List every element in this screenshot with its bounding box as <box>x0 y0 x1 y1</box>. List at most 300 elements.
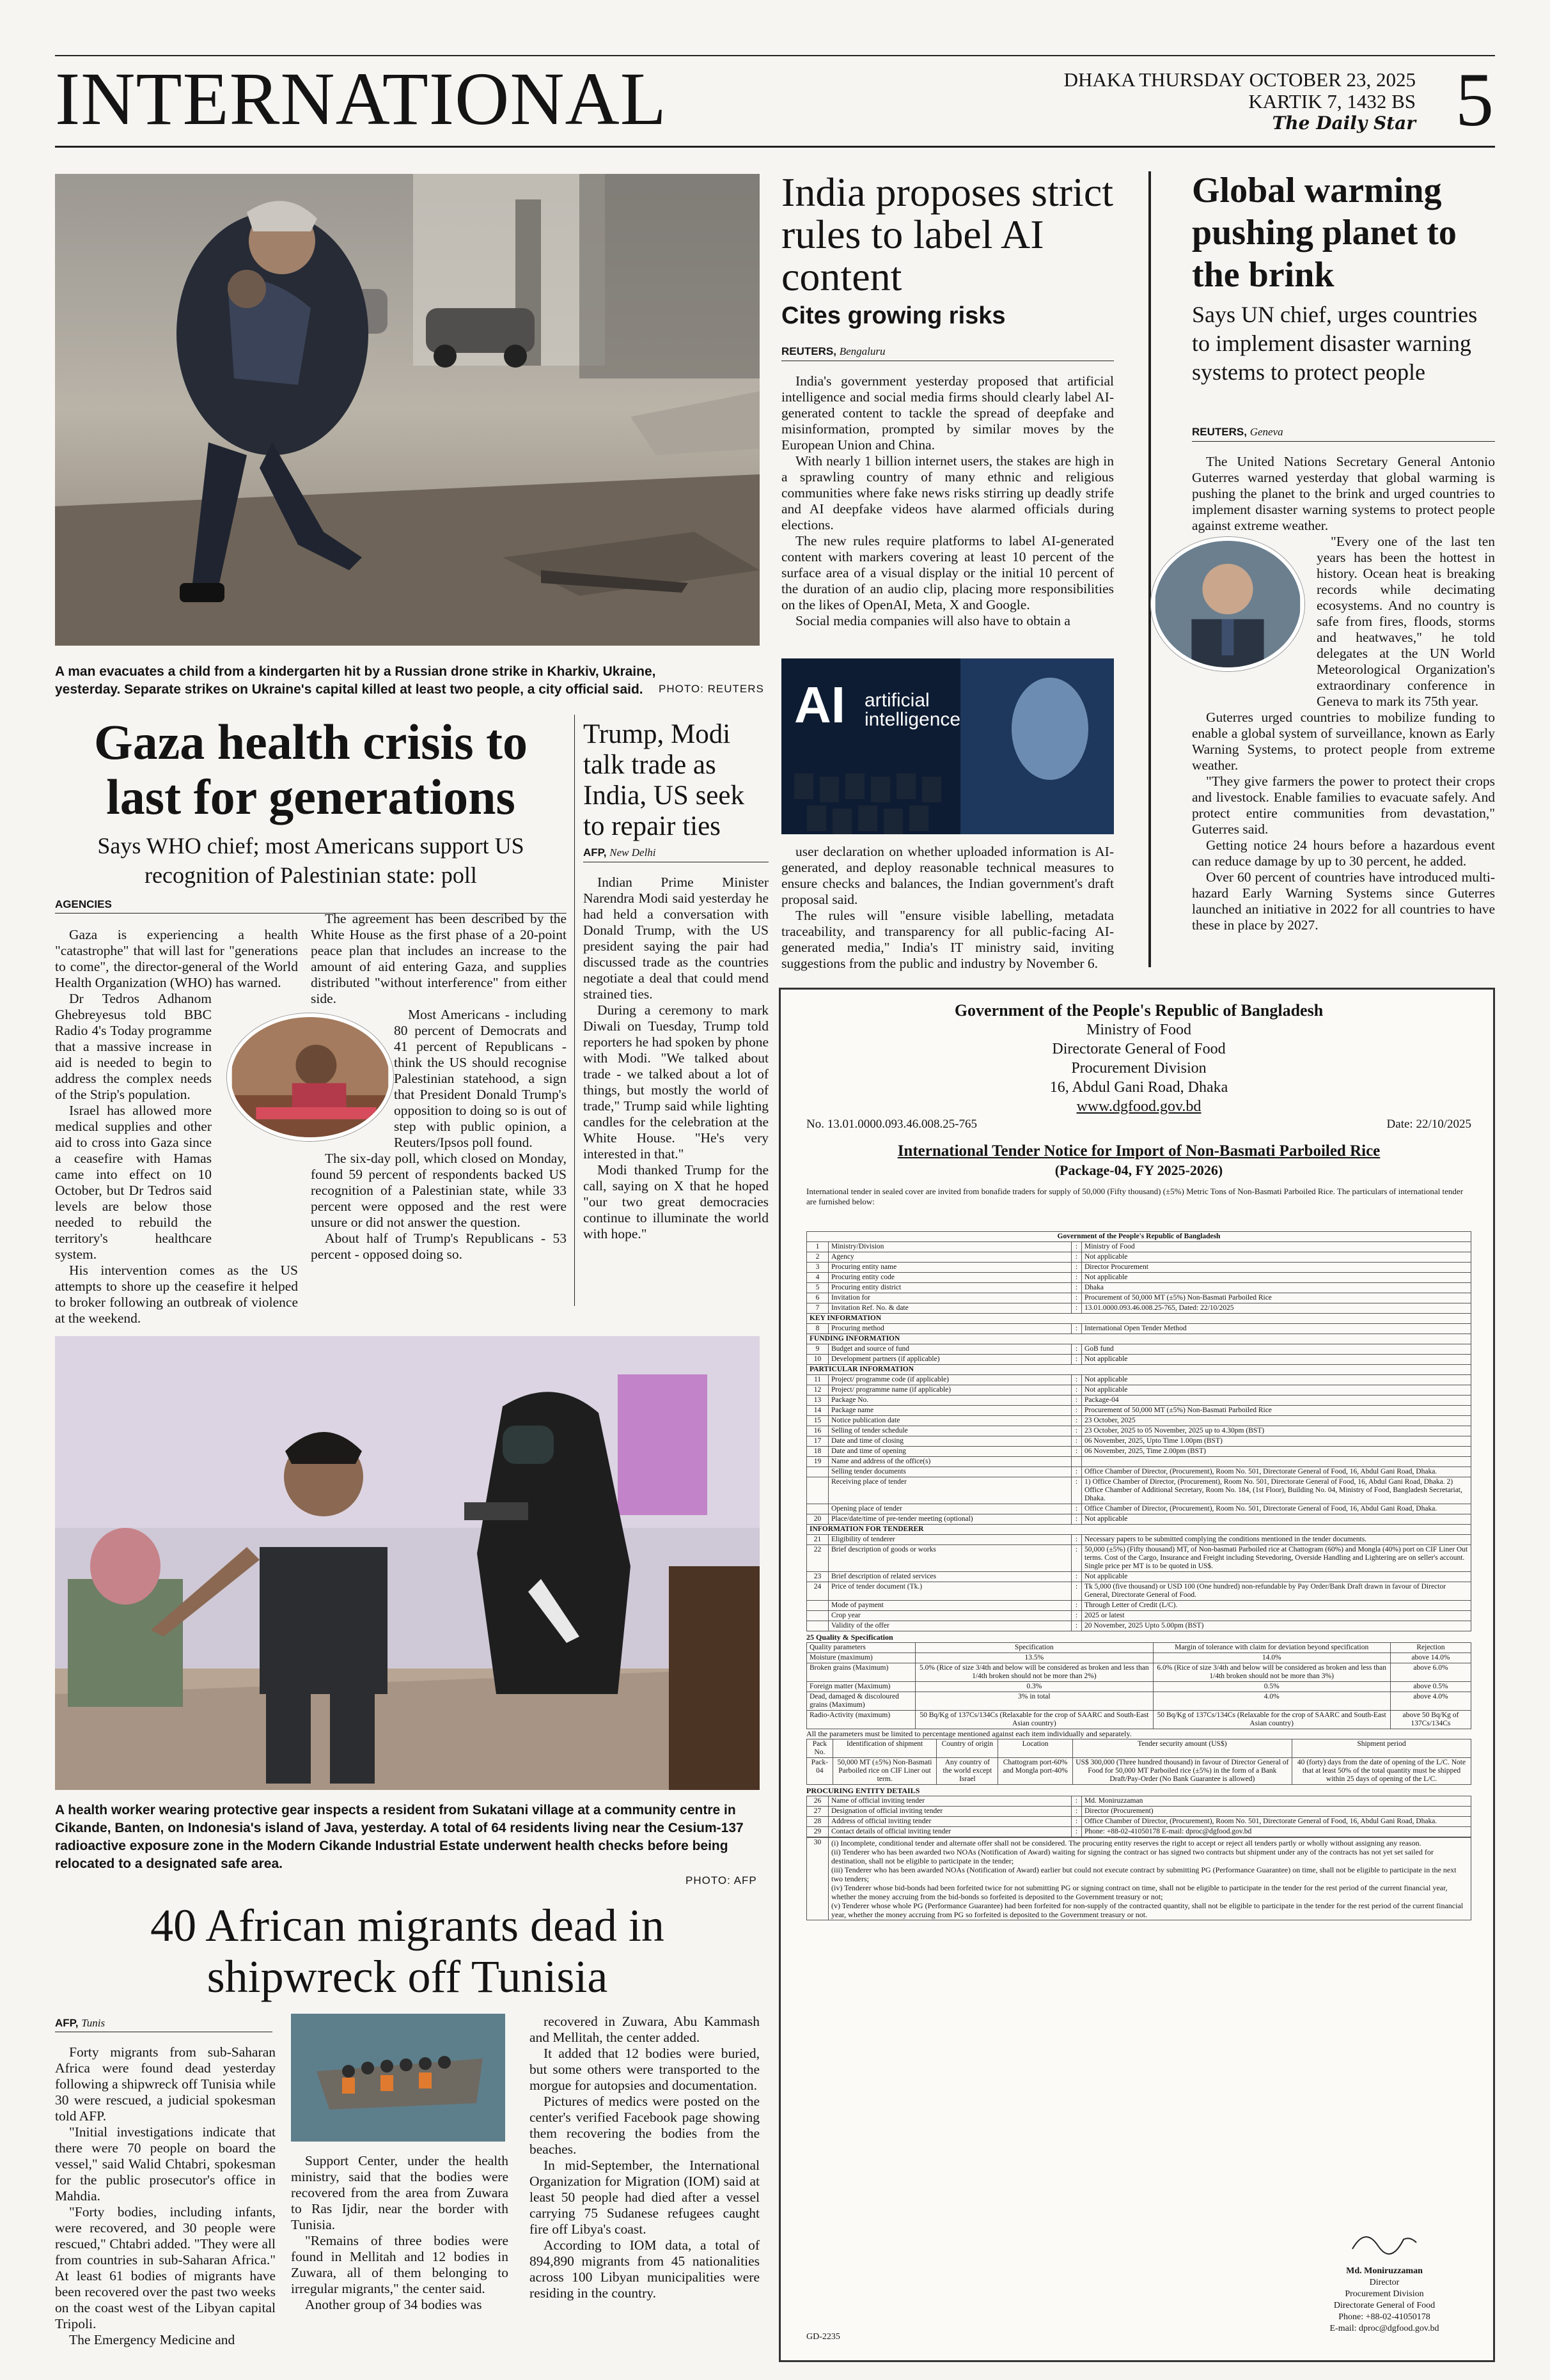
ai-para: The rules will "ensure visible labelling, metadata traceability, and transparency for all public-facing AI-generated media," India's IT ministry said, inviting suggestions from the public and industry by November 6. <box>781 908 1114 971</box>
row-key: Name of official inviting tender <box>829 1796 1072 1807</box>
row-value: Through Letter of Credit (L/C). <box>1082 1601 1471 1611</box>
quality-cell: above 0.5% <box>1390 1682 1471 1692</box>
tender-intro: International tender in sealed cover are invited from bonafide traders for supply of 50,000 (Fifty thousand) (±5%) Metric Tons of Non-Basmati Parboiled Rice. The particulars of international tender are furnished below: <box>806 1186 1464 1206</box>
tunisia-para: "Initial investigations indicate that there were 70 people on board the vessel," said Walid Chtabri, spokesman for the public prosecutor's office in Mahdia. <box>55 2124 276 2204</box>
condition-item: (iii) Tenderer who has been awarded NOAs (Notification of Award) earlier but could not execute contract by submitting PG (Performance Guarantee) on time, shall not be eligible to participate in the next two tenders; <box>831 1865 1457 1883</box>
ai-byline <box>781 345 885 358</box>
package-cell: Pack-04 <box>807 1758 833 1785</box>
package-cell: 40 (forty) days from the date of opening of the L/C. Note that at least 50% of the total quantity must be shipped within 25 days of opening of the L/C. <box>1292 1758 1471 1785</box>
quality-cell: above 4.0% <box>1390 1692 1471 1711</box>
ai-para: user declaration on whether uploaded information is AI-generated, and deploy reasonable technical measures to ensure checks and balances, the Indian government's draft proposal said. <box>781 844 1114 907</box>
row-colon: : <box>1072 1303 1082 1314</box>
col-rule-gaza <box>574 715 575 1306</box>
row-colon: : <box>1072 1426 1082 1436</box>
table-row <box>807 1314 1471 1324</box>
row-num: 20 <box>807 1514 829 1525</box>
table-row <box>807 1514 1471 1525</box>
sig-division: Procurement Division <box>1345 2289 1424 2299</box>
col-rule-ai <box>1148 171 1151 967</box>
quality-head <box>807 1643 1471 1653</box>
row-num <box>807 1504 829 1514</box>
table-row <box>807 1504 1471 1514</box>
quality-cell: above 14.0% <box>1390 1653 1471 1663</box>
tunisia-para: In mid-September, the International Organization for Migration (IOM) said at least 50 people had died after a vessel carrying 75 Sudanese refugees caught fire off Libya's coast. <box>529 2158 760 2237</box>
page-number: 5 <box>1455 57 1494 142</box>
ai-img-label-2: artificial <box>865 690 930 711</box>
row-colon <box>1072 1457 1082 1467</box>
section-heading: PARTICULAR INFORMATION <box>807 1365 1471 1375</box>
row-key: Invitation for <box>829 1293 1072 1303</box>
row-colon: : <box>1072 1467 1082 1477</box>
row-key: Invitation Ref. No. & date <box>829 1303 1072 1314</box>
sig-org: Directorate General of Food <box>1333 2301 1436 2310</box>
row-value: Procurement of 50,000 MT (±5%) Non-Basmati Parboiled Rice <box>1082 1406 1471 1416</box>
tunisia-para: Support Center, under the health ministry, said that the bodies were recovered from the area from Zuwara to Ras Ijdir, near the border with Tunisia. <box>291 2153 508 2232</box>
row-key: Selling of tender schedule <box>829 1426 1072 1436</box>
row-num: 28 <box>807 1817 829 1827</box>
tender-website[interactable]: www.dgfood.gov.bd <box>1076 1098 1202 1115</box>
warming-para: Over 60 percent of countries have introduced multi-hazard Early Warning Systems since Guterres launched an initiative in 2022 for all countries to have these in place by 2027. <box>1192 869 1495 933</box>
modi-para: Indian Prime Minister Narendra Modi said yesterday he had held a conversation with Donald Trump, with the US president saying the pair had discussed trade as the countries negotiate a deal that could mend strained ties. <box>583 875 769 1002</box>
quality-row <box>807 1682 1471 1692</box>
table-row <box>807 1355 1471 1365</box>
tunisia-para: "Remains of three bodies were found in Mellitah and 12 bodies in Zuwara, all of them belonging to irregular migrants," the center said. <box>291 2233 508 2296</box>
row-num <box>807 1477 829 1504</box>
package-row <box>807 1758 1471 1785</box>
row-value: 13.01.0000.093.46.008.25-765, Dated: 22/10/2025 <box>1082 1303 1471 1314</box>
date-text: DHAKA THURSDAY OCTOBER 23, 2025 <box>1063 68 1416 91</box>
row-key: Notice publication date <box>829 1416 1072 1426</box>
row-colon: : <box>1072 1273 1082 1283</box>
row-key: Crop year <box>829 1611 1072 1621</box>
gaza-byline: AGENCIES <box>55 898 112 910</box>
row-value: 06 November, 2025, Upto Time 1.00pm (BST) <box>1082 1436 1471 1447</box>
table-row <box>807 1525 1471 1535</box>
row-num: 9 <box>807 1344 829 1355</box>
entity-row <box>807 1796 1471 1807</box>
gaza-para: Israel has allowed more medical supplies and other aid to cross into Gaza since a ceasefire with Hamas came into effect on 10 October, but Dr Tedros said levels are below those needed to rebuild the territory's healthcare system. <box>55 1103 212 1262</box>
warming-byline-rule <box>1192 441 1495 442</box>
tunisia-para: It added that 12 bodies were buried, but some others were transported to the morgue for autopsies and documentation. <box>529 2046 760 2093</box>
row-key: Address of official inviting tender <box>829 1817 1072 1827</box>
ai-para: The new rules require platforms to label AI-generated content with markers covering at least 10 percent of the surface area of a visual display or the initial 10 percent of the duration of an audio clip, placing more responsibilities on the likes of OpenAI, Meta, X and Google. <box>781 533 1114 612</box>
row-value: 50,000 (±5%) (Fifty thousand) MT, of Non-basmati Parboiled rice at Chattogram (60%) and Mongla (40%) port on CIF Liner Out terms. Cost of the Cargo, Insurance and Freight including Stevedoring, Overside Handling and Lightering are on seller's account. Single price per MT is to be quoted in US$. <box>1082 1545 1471 1572</box>
section-heading: INFORMATION FOR TENDERER <box>807 1525 1471 1535</box>
tunisia-col-1 <box>55 2044 276 2348</box>
signature-scribble <box>1346 2223 1423 2262</box>
row-colon: : <box>1072 1447 1082 1457</box>
entity-row <box>807 1827 1471 1837</box>
ai-headline: India proposes strict rules to label AI content <box>781 169 1113 299</box>
row-num: 7 <box>807 1303 829 1314</box>
row-num: 1 <box>807 1242 829 1252</box>
row-colon: : <box>1072 1263 1082 1273</box>
row-colon: : <box>1072 1385 1082 1396</box>
row-num: 24 <box>807 1582 829 1601</box>
pe-title: PROCURING ENTITY DETAILS <box>806 1786 920 1795</box>
row-num: 8 <box>807 1324 829 1334</box>
package-cell: Location <box>998 1739 1072 1758</box>
table-row <box>807 1545 1471 1572</box>
row-num: 3 <box>807 1263 829 1273</box>
package-cell: Any country of the world except Israel <box>937 1758 998 1785</box>
table-row <box>807 1601 1471 1611</box>
table-row <box>807 1447 1471 1457</box>
row-value: Not applicable <box>1082 1375 1471 1385</box>
warming-wrap <box>1317 534 1495 710</box>
quality-cell: Radio-Activity (maximum) <box>807 1711 916 1729</box>
modi-place: New Delhi <box>609 846 656 859</box>
quality-row <box>807 1711 1471 1729</box>
warming-place: Geneva <box>1249 426 1283 438</box>
table-row <box>807 1477 1471 1504</box>
table-row <box>807 1293 1471 1303</box>
qs-title: 25 Quality & Specification <box>806 1633 893 1642</box>
row-value: Not applicable <box>1082 1355 1471 1365</box>
row-num: 2 <box>807 1252 829 1263</box>
tender-memo: No. 13.01.0000.093.46.008.25-765 <box>806 1117 978 1131</box>
quality-row <box>807 1663 1471 1682</box>
tunisia-para: According to IOM data, a total of 894,890 migrants from 45 nationalities across 100 Libyan municipalities were residing in the country. <box>529 2237 760 2301</box>
quality-table <box>806 1642 1471 1729</box>
row-key: Development partners (if applicable) <box>829 1355 1072 1365</box>
quality-cell: 3% in total <box>916 1692 1153 1711</box>
tender-division: Procurement Division <box>1071 1060 1207 1077</box>
row-key: Procuring entity code <box>829 1273 1072 1283</box>
tender-header <box>806 1001 1471 1207</box>
quality-cell: Dead, damaged & discoloured grains (Maximum) <box>807 1692 916 1711</box>
quality-cell: Broken grains (Maximum) <box>807 1663 916 1682</box>
entity-row <box>807 1807 1471 1817</box>
quality-cell: 14.0% <box>1153 1653 1390 1663</box>
row-key: Designation of official inviting tender <box>829 1807 1072 1817</box>
quality-cell: Margin of tolerance with claim for deviation beyond specification <box>1153 1643 1390 1653</box>
quality-cell: above 6.0% <box>1390 1663 1471 1682</box>
row-value: 2025 or latest <box>1082 1611 1471 1621</box>
package-cell: US$ 300,000 (Three hundred thousand) in favour of Director General of Food for 50,000 MT Parboiled rice (±5%) in the form of a Bank Draft/Pay-Order (No Bank Guarantee is allowed) <box>1072 1758 1292 1785</box>
row-value <box>1082 1457 1471 1467</box>
row-value: Director Procurement <box>1082 1263 1471 1273</box>
row-colon: : <box>1072 1601 1082 1611</box>
row-value: Dhaka <box>1082 1283 1471 1293</box>
quality-cell: Quality parameters <box>807 1643 916 1653</box>
row-key: Ministry/Division <box>829 1242 1072 1252</box>
row-key: Procuring entity district <box>829 1283 1072 1293</box>
ai-para: Social media companies will also have to obtain a <box>795 613 1070 628</box>
package-cell: Country of origin <box>937 1739 998 1758</box>
package-table <box>806 1739 1471 1785</box>
row-key: Agency <box>829 1252 1072 1263</box>
row-colon: : <box>1072 1293 1082 1303</box>
row-value: 23 October, 2025 <box>1082 1416 1471 1426</box>
indonesia-photo <box>55 1336 760 1790</box>
row-value: Package-04 <box>1082 1396 1471 1406</box>
row-key: Brief description of goods or works <box>829 1545 1072 1572</box>
table-title: Government of the People's Republic of Bangladesh <box>807 1232 1471 1242</box>
gaza-para: About half of Trump's Republicans - 53 percent - opposed doing so. <box>311 1231 567 1262</box>
row-num: 30 <box>807 1838 829 1920</box>
row-colon: : <box>1072 1396 1082 1406</box>
package-cell: Pack No. <box>807 1739 833 1758</box>
row-num: 17 <box>807 1436 829 1447</box>
package-cell: 50,000 MT (±5%) Non-Basmati Parboiled rice on CIF Liner out term. <box>833 1758 937 1785</box>
quality-row <box>807 1653 1471 1663</box>
ai-img-label: AI <box>794 676 845 733</box>
row-key: Name and address of the office(s) <box>829 1457 1072 1467</box>
table-row <box>807 1344 1471 1355</box>
table-title-row <box>807 1232 1471 1242</box>
row-key: Opening place of tender <box>829 1504 1072 1514</box>
tender-date: Date: 22/10/2025 <box>1386 1117 1471 1131</box>
warming-agency: REUTERS, <box>1192 426 1247 438</box>
row-colon: : <box>1072 1436 1082 1447</box>
tunisia-para: recovered in Zuwara, Abu Kammash and Mellitah, the center added. <box>529 2014 760 2045</box>
shipwreck-photo <box>291 2014 505 2142</box>
gaza-para: Most Americans - including 80 percent of Democrats and 41 percent of Republicans - think the US should recognise Palestinian statehood, a sign that President Donald Trump's opposition to doing so is out of step with public opinion, a Reuters/Ipsos poll found. <box>394 1007 567 1150</box>
table-row <box>807 1324 1471 1334</box>
table-row <box>807 1365 1471 1375</box>
section-heading: FUNDING INFORMATION <box>807 1334 1471 1344</box>
tender-title: International Tender Notice for Import of Non-Basmati Parboiled Rice <box>897 1142 1381 1160</box>
row-key: Price of tender document (Tk.) <box>829 1582 1072 1601</box>
row-key: Brief description of related services <box>829 1572 1072 1582</box>
gaza-subhead: Says WHO chief; most Americans support US recognition of Palestinian state: poll <box>97 833 524 888</box>
row-colon: : <box>1072 1611 1082 1621</box>
tunisia-byline <box>55 2017 105 2030</box>
table-row <box>807 1283 1471 1293</box>
row-value: Not applicable <box>1082 1572 1471 1582</box>
package-cell: Tender security amount (US$) <box>1072 1739 1292 1758</box>
row-value: Office Chamber of Director, (Procurement), Room No. 501, Directorate General of Food, 16, Abdul Gani Road, Dhaka. <box>1082 1504 1471 1514</box>
row-colon: : <box>1072 1283 1082 1293</box>
tender-ministry: Ministry of Food <box>1086 1022 1191 1038</box>
row-num: 22 <box>807 1545 829 1572</box>
row-num: 13 <box>807 1396 829 1406</box>
table-row <box>807 1252 1471 1263</box>
row-value: GoB fund <box>1082 1344 1471 1355</box>
table-row <box>807 1334 1471 1344</box>
ai-para: India's government yesterday proposed that artificial intelligence and social media firms should clearly label AI-generated content to tackle the spread of deepfake and misinformation, prompted by similar moves by the European Union and China. <box>781 373 1114 453</box>
row-value: International Open Tender Method <box>1082 1324 1471 1334</box>
quality-cell: 50 Bq/Kg of 137Cs/134Cs (Relaxable for the crop of SAARC and South-East Asian country) <box>916 1711 1153 1729</box>
dateline <box>1064 69 1416 134</box>
row-colon: : <box>1072 1621 1082 1631</box>
row-colon: : <box>1072 1817 1082 1827</box>
modi-body <box>583 875 769 1242</box>
table-row <box>807 1426 1471 1436</box>
table-row <box>807 1436 1471 1447</box>
gd-number: GD-2235 <box>806 2332 840 2342</box>
gaza-para: His intervention comes as the US attempts to shore up the ceasefire it helped to broker following an outbreak of violence at the weekend. <box>55 1263 298 1326</box>
row-key: Date and time of closing <box>829 1436 1072 1447</box>
row-num: 5 <box>807 1283 829 1293</box>
row-colon: : <box>1072 1242 1082 1252</box>
ai-place: Bengaluru <box>839 345 886 357</box>
tender-address: 16, Abdul Gani Road, Dhaka <box>1049 1079 1228 1096</box>
row-value: Phone: +88-02-41050178 E-mail: dproc@dgfood.gov.bd <box>1082 1827 1471 1837</box>
ai-photo <box>781 658 1114 834</box>
tender-memo-row <box>806 1117 1471 1132</box>
tunisia-para: The Emergency Medicine and <box>69 2332 235 2347</box>
row-num: 10 <box>807 1355 829 1365</box>
tunisia-para: "Forty bodies, including infants, were recovered, and 30 people were rescued," Chtabri added. "They were all from countries in sub-Saharan Africa." At least 61 bodies of migrants have been recovered over the past two weeks on the coast west of the Libyan capital Tripoli. <box>55 2204 276 2331</box>
quality-cell: above 50 Bq/Kg of 137Cs/134Cs <box>1390 1711 1471 1729</box>
sig-phone: Phone: +88-02-41050178 <box>1338 2312 1430 2322</box>
modi-agency: AFP, <box>583 846 607 859</box>
row-num <box>807 1621 829 1631</box>
gaza-inset-photo <box>227 1013 393 1141</box>
row-colon: : <box>1072 1477 1082 1504</box>
entity-row <box>807 1817 1471 1827</box>
row-key: Selling tender documents <box>829 1467 1072 1477</box>
gaza-para: The six-day poll, which closed on Monday, found 59 percent of respondents backed US recognition of a Palestinian state, while 33 percent were opposed and the rest were unsure or did not answer the question. <box>311 1151 567 1230</box>
row-value: 1) Office Chamber of Director, (Procurement), Room No. 501, Directorate General of Food, 16, Abdul Gani Road, Dhaka. 2) Office Chamber of Additional Secretary, Room No. 184, (1st Floor), Building No. 04, Ministry of Food, Bangladesh Secretariat, Dhaka. <box>1082 1477 1471 1504</box>
row-num: 29 <box>807 1827 829 1837</box>
row-value: Procurement of 50,000 MT (±5%) Non-Basmati Parboiled Rice <box>1082 1293 1471 1303</box>
quality-cell: 4.0% <box>1153 1692 1390 1711</box>
section-heading: KEY INFORMATION <box>807 1314 1471 1324</box>
quality-cell: Foreign matter (Maximum) <box>807 1682 916 1692</box>
row-colon: : <box>1072 1416 1082 1426</box>
row-colon: : <box>1072 1582 1082 1601</box>
tunisia-col-2 <box>291 2153 508 2313</box>
row-colon: : <box>1072 1344 1082 1355</box>
warming-para: "Every one of the last ten years has been the hottest in history. Ocean heat is breaking records while decimating ecosystems. And no country is safe from fires, floods, storms and heatwaves," he told delegates at the UN World Meteorological Organization's extraordinary conference in Geneva to mark its 75th year. <box>1317 534 1495 709</box>
condition-item: (i) Incomplete, conditional tender and alternate offer shall not be considered. The procuring entity reserves the right to accept or reject all tenders partly or wholly without assigning any reason. <box>831 1839 1421 1847</box>
row-key: Package No. <box>829 1396 1072 1406</box>
tender-table <box>806 1231 1471 1631</box>
row-num <box>807 1611 829 1621</box>
gaza-para: The agreement has been described by the White House as the first phase of a 20-point peace plan that includes an increase to the amount of aid entering Gaza, and supplies distributed "without interference" from either side. <box>311 911 567 1006</box>
sig-mail[interactable]: E-mail: dproc@dgfood.gov.bd <box>1329 2324 1439 2333</box>
quality-cell: 50 Bq/Kg of 137Cs/134Cs (Relaxable for the crop of SAARC and South-East Asian country) <box>1153 1711 1390 1729</box>
ai-agency: REUTERS, <box>781 345 836 357</box>
quality-cell: 5.0% (Rice of size 3/4th and below will be considered as broken and less than 1/4th broken should not be more than 2%) <box>916 1663 1153 1682</box>
warming-body <box>1192 454 1495 933</box>
package-cell: Chattogram port-60% and Mongla port-40% <box>998 1758 1072 1785</box>
table-row <box>807 1535 1471 1545</box>
row-num: 16 <box>807 1426 829 1436</box>
quality-cell: 0.5% <box>1153 1682 1390 1692</box>
row-colon: : <box>1072 1535 1082 1545</box>
table-row <box>807 1467 1471 1477</box>
table-row <box>807 1375 1471 1385</box>
guterres-inset-photo <box>1151 537 1304 671</box>
table-row <box>807 1263 1471 1273</box>
row-colon: : <box>1072 1504 1082 1514</box>
ai-body <box>781 373 1114 629</box>
kharkiv-caption: A man evacuates a child from a kindergarten hit by a Russian drone strike in Kharkiv, Ukraine, yesterday. Separate strikes on Ukraine's capital killed at least two people, a city official said. <box>55 664 656 697</box>
table-row <box>807 1457 1471 1467</box>
section-title: INTERNATIONAL <box>55 57 667 141</box>
row-value: Tk 5,000 (five thousand) or USD 100 (One hundred) non-refundable by Pay Order/Bank Draft drawn in favour of Director General, Directorate General of Food. <box>1082 1582 1471 1601</box>
warming-para: Guterres urged countries to mobilize funding to enable a global system of surveillance, known as Early Warning Systems, to protect people from extreme weather. <box>1192 710 1495 773</box>
package-cell: Shipment period <box>1292 1739 1471 1758</box>
row-num: 21 <box>807 1535 829 1545</box>
row-colon: : <box>1072 1324 1082 1334</box>
row-colon: : <box>1072 1796 1082 1807</box>
row-colon: : <box>1072 1807 1082 1817</box>
row-num: 4 <box>807 1273 829 1283</box>
tender-directorate: Directorate General of Food <box>1052 1041 1226 1057</box>
bangla-date: KARTIK 7, 1432 BS <box>1248 90 1416 113</box>
quality-cell: 0.3% <box>916 1682 1153 1692</box>
indonesia-caption: A health worker wearing protective gear inspects a resident from Sukatani village at a community centre in Cikande, Banten, on Indonesia's island of Java, yesterday. A total of 64 residents living near the Cesium-137 radioactive exposure zone in the Modern Cikande Industrial Estate underwent health checks before being relocated to a designated safe area. <box>55 1803 744 1871</box>
row-colon: : <box>1072 1355 1082 1365</box>
row-key: Procuring method <box>829 1324 1072 1334</box>
tunisia-col-3 <box>529 2014 760 2301</box>
row-value: Not applicable <box>1082 1273 1471 1283</box>
tunisia-agency: AFP, <box>55 2017 79 2029</box>
indonesia-credit: PHOTO: AFP <box>685 1874 757 1886</box>
top-rule <box>55 55 1495 56</box>
row-num: 11 <box>807 1375 829 1385</box>
modi-headline: Trump, Modi talk trade as India, US seek to repair ties <box>583 719 744 841</box>
sig-name: Md. Moniruzzaman <box>1346 2266 1423 2276</box>
row-num <box>807 1601 829 1611</box>
row-key: Contact details of official inviting tender <box>829 1827 1072 1837</box>
signature <box>1301 2223 1468 2335</box>
row-colon: : <box>1072 1827 1082 1837</box>
row-num: 6 <box>807 1293 829 1303</box>
row-key: Budget and source of fund <box>829 1344 1072 1355</box>
tender-gov: Government of the People's Republic of Bangladesh <box>954 1001 1324 1020</box>
row-num: 19 <box>807 1457 829 1467</box>
paper-logo: The Daily Star <box>1272 113 1416 134</box>
warming-byline <box>1192 426 1283 439</box>
row-key: Project/ programme code (if applicable) <box>829 1375 1072 1385</box>
row-key: Package name <box>829 1406 1072 1416</box>
table-row <box>807 1406 1471 1416</box>
tunisia-para: Forty migrants from sub-Saharan Africa were found dead yesterday following a shipwreck off Tunisia while 30 were rescued, a judicial spokesman told AFP. <box>55 2044 276 2124</box>
entity-table <box>806 1796 1471 1837</box>
row-num: 23 <box>807 1572 829 1582</box>
quality-cell: Moisture (maximum) <box>807 1653 916 1663</box>
gaza-wrap <box>55 991 212 1263</box>
row-value: 06 November, 2025, Time 2.00pm (BST) <box>1082 1447 1471 1457</box>
tunisia-place: Tunis <box>81 2017 106 2029</box>
row-value: Not applicable <box>1082 1252 1471 1263</box>
quality-cell: Specification <box>916 1643 1153 1653</box>
condition-item: (ii) Tenderer who has been awarded two NOAs (Notification of Award) waiting for signing the contract or has signed two contracts but shipment under any of the contracts has not yet set sailed for destination, shall not be eligible to participate in the tender; <box>831 1847 1434 1865</box>
row-value: Ministry of Food <box>1082 1242 1471 1252</box>
warming-para: The United Nations Secretary General Antonio Guterres warned yesterday that global warming is pushing the planet to the brink and urged countries to implement disaster warning systems to protect people against extreme weather. <box>1192 454 1495 533</box>
warming-subhead: Says UN chief, urges countries to implement disaster warning systems to protect people <box>1192 302 1478 385</box>
row-num: 27 <box>807 1807 829 1817</box>
row-key: Validity of the offer <box>829 1621 1072 1631</box>
row-key: Eligibility of tenderer <box>829 1535 1072 1545</box>
tunisia-para: Another group of 34 bodies was <box>305 2297 482 2312</box>
row-key: Date and time of opening <box>829 1447 1072 1457</box>
modi-para: During a ceremony to mark Diwali on Tuesday, Trump told reporters he had spoken by phone with Modi. "We talked about trade - we talked about a lot of things, but mostly the world of trade," Trump said while lighting candles for the celebration at the White House. "He's very interested in that." <box>583 1002 769 1162</box>
quality-cell: 6.0% (Rice of size 3/4th and below will be considered as broken and less than 1/4th broken should not be more than 3%) <box>1153 1663 1390 1682</box>
row-colon: : <box>1072 1406 1082 1416</box>
row-colon: : <box>1072 1375 1082 1385</box>
row-key: Place/date/time of pre-tender meeting (optional) <box>829 1514 1072 1525</box>
conditions-text <box>829 1838 1471 1920</box>
row-num: 12 <box>807 1385 829 1396</box>
table-row <box>807 1303 1471 1314</box>
row-num: 26 <box>807 1796 829 1807</box>
ai-para: With nearly 1 billion internet users, the stakes are high in a sprawling country of many ethnic and religious communities where fake news risks stirring up deadly strife and AI deepfake videos have alarmed officials during elections. <box>781 453 1114 533</box>
row-value: Office Chamber of Director, (Procurement), Room No. 501, Directorate General of Food, 16, Abdul Gani Road, Dhaka. <box>1082 1467 1471 1477</box>
tunisia-para: Pictures of medics were posted on the center's verified Facebook page showing them recovering the bodies from the beaches. <box>529 2094 760 2157</box>
row-key: Receiving place of tender <box>829 1477 1072 1504</box>
table-row <box>807 1396 1471 1406</box>
condition-item: (v) Tenderer whose whole PG (Performance Guarantee) had been forfeited for non-supply of the contracted quantity, shall not be eligible to participate in the tender for the rest period of the current financial year, whether the money accruing from PG so forfeited is deposited to the Government treasury or not. <box>831 1901 1464 1919</box>
warming-para: Getting notice 24 hours before a hazardous event can reduce damage by up to 30 percent, he added. <box>1192 837 1495 869</box>
row-colon: : <box>1072 1514 1082 1525</box>
